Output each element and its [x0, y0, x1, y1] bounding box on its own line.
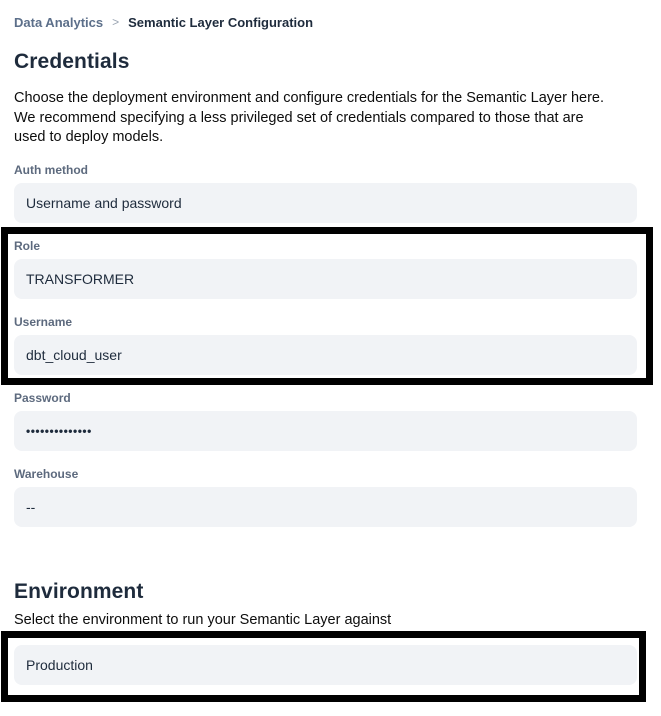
password-label: Password [14, 390, 71, 405]
auth-method-value: Username and password [26, 194, 182, 211]
username-field[interactable] [14, 335, 637, 375]
password-value: •••••••••••••• [26, 423, 92, 438]
username-label: Username [14, 314, 73, 329]
warehouse-label: Warehouse [14, 466, 79, 481]
warehouse-value: -- [26, 498, 36, 515]
environment-heading: Environment [14, 579, 144, 603]
warehouse-field[interactable] [14, 487, 637, 527]
environment-field[interactable] [14, 645, 637, 685]
credentials-description: Choose the deployment environment and configure credentials for the Semantic Layer here. We recommend specifying a less privileged set of credentials compared to those that are used to deploy models. [14, 90, 605, 145]
username-value: dbt_cloud_user [26, 346, 122, 363]
role-label: Role [14, 238, 41, 253]
chevron-right-icon: > [112, 15, 120, 29]
breadcrumb-item-current: Semantic Layer Configuration [128, 15, 314, 30]
role-value: TRANSFORMER [26, 270, 135, 287]
credentials-heading: Credentials [14, 50, 130, 73]
auth-method-field[interactable] [14, 183, 637, 223]
environment-description: Select the environment to run your Semantic Layer against [14, 611, 392, 628]
role-field[interactable] [14, 259, 637, 299]
breadcrumb-item-data-analytics[interactable]: Data Analytics [14, 15, 104, 30]
environment-value: Production [26, 656, 93, 673]
breadcrumb [14, 14, 637, 31]
auth-method-label: Auth method [14, 162, 88, 177]
password-field[interactable] [14, 411, 637, 451]
